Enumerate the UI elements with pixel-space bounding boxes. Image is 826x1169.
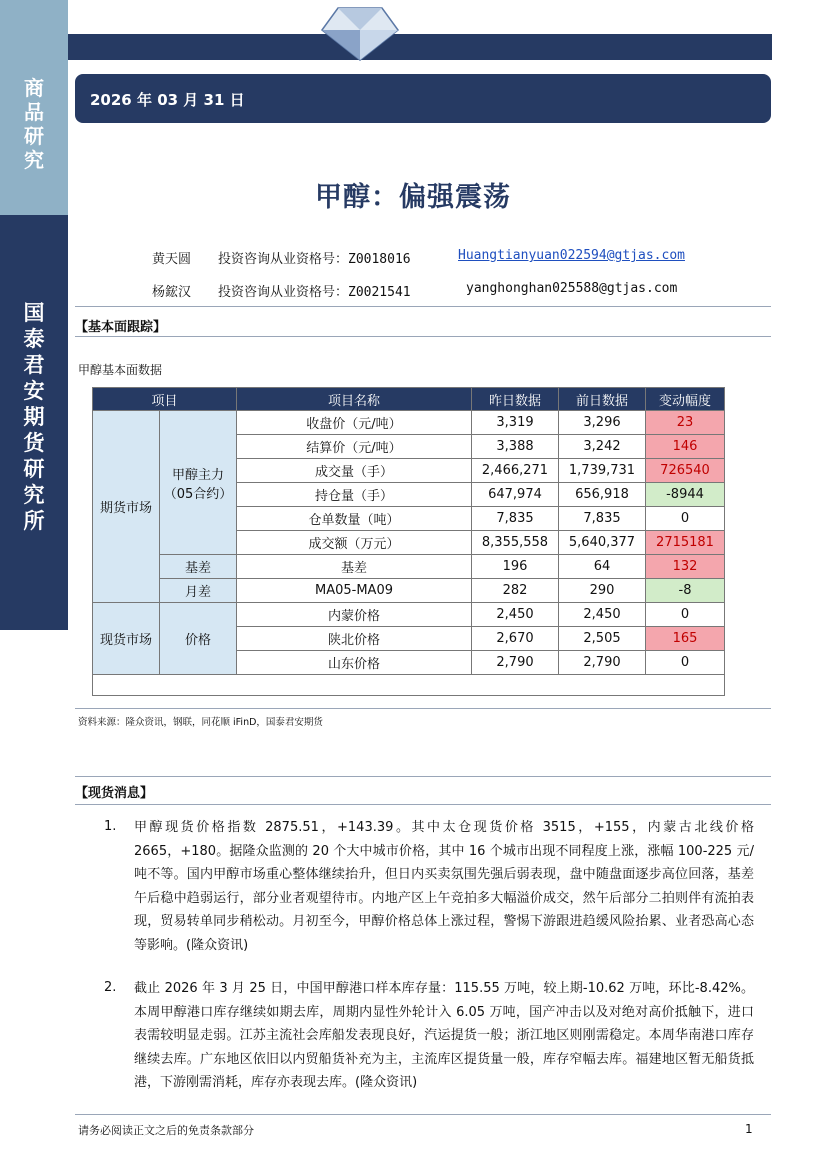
divider bbox=[75, 776, 771, 777]
subgroup-main-contract: 甲醇主力（05合约） bbox=[160, 411, 237, 555]
table-source-note: 资料来源：隆众资讯，钢联，同花顺 iFinD，国泰君安期货 bbox=[78, 717, 323, 728]
fundamentals-table bbox=[92, 387, 725, 696]
subgroup-price: 价格 bbox=[160, 603, 237, 675]
table-caption: 甲醇基本面数据 bbox=[78, 363, 163, 377]
row-yesterday: 282 bbox=[472, 579, 559, 603]
row-prev: 1,739,731 bbox=[559, 459, 646, 483]
row-change: -8944 bbox=[646, 483, 725, 507]
divider bbox=[75, 306, 771, 307]
row-prev: 2,505 bbox=[559, 627, 646, 651]
row-change: -8 bbox=[646, 579, 725, 603]
table-header-row bbox=[93, 388, 725, 411]
col-header-prev: 前日数据 bbox=[559, 388, 646, 411]
row-prev: 7,835 bbox=[559, 507, 646, 531]
row-yesterday: 2,450 bbox=[472, 603, 559, 627]
row-name: 陕北价格 bbox=[237, 627, 472, 651]
row-prev: 290 bbox=[559, 579, 646, 603]
row-prev: 3,242 bbox=[559, 435, 646, 459]
row-prev: 3,296 bbox=[559, 411, 646, 435]
row-change: 726540 bbox=[646, 459, 725, 483]
divider bbox=[75, 804, 771, 805]
row-prev: 5,640,377 bbox=[559, 531, 646, 555]
row-name: 内蒙价格 bbox=[237, 603, 472, 627]
divider bbox=[75, 336, 771, 337]
divider bbox=[75, 708, 771, 709]
row-name: 山东价格 bbox=[237, 651, 472, 675]
section-heading-fundamentals: 【基本面跟踪】 bbox=[75, 320, 167, 335]
subgroup-spread: 月差 bbox=[160, 579, 237, 603]
row-yesterday: 196 bbox=[472, 555, 559, 579]
header-banner bbox=[68, 34, 772, 60]
row-yesterday: 8,355,558 bbox=[472, 531, 559, 555]
sidebar-mid-label: 国 泰 君 安 期 货 研 究 所 bbox=[23, 301, 45, 533]
table-row bbox=[93, 579, 725, 603]
group-spot: 现货市场 bbox=[93, 603, 160, 675]
page-number: 1 bbox=[745, 1122, 753, 1136]
row-change: 2715181 bbox=[646, 531, 725, 555]
news-number-1: 1. bbox=[104, 819, 117, 834]
row-yesterday: 3,319 bbox=[472, 411, 559, 435]
author-email-link-1[interactable]: Huangtianyuan022594@gtjas.com bbox=[458, 248, 685, 263]
author-name-1: 黄天圆 bbox=[152, 252, 192, 267]
table-row bbox=[93, 603, 725, 627]
disclaimer-note: 请务必阅读正文之后的免责条款部分 bbox=[78, 1124, 254, 1137]
subgroup-basis: 基差 bbox=[160, 555, 237, 579]
row-yesterday: 647,974 bbox=[472, 483, 559, 507]
row-change: 146 bbox=[646, 435, 725, 459]
row-change: 0 bbox=[646, 651, 725, 675]
row-name: 成交量（手） bbox=[237, 459, 472, 483]
row-yesterday: 2,670 bbox=[472, 627, 559, 651]
row-yesterday: 2,466,271 bbox=[472, 459, 559, 483]
row-name: 收盘价（元/吨） bbox=[237, 411, 472, 435]
col-header-name: 项目名称 bbox=[237, 388, 472, 411]
diamond-logo-icon bbox=[318, 0, 402, 62]
news-paragraph-2: 截止 2026 年 3 月 25 日，中国甲醇港口样本库存量：115.55 万吨，较上期-10.62 万吨，环比-8.42%。本周甲醇港口库存继续如期去库，周期内显性外轮计入 6.05 万吨，国产冲击以及对绝对高价抵触下，进口表需较明显走弱。江苏主流社会库船发表现良好，汽运提货一般；浙江地区则刚需稳定。本周华南港口库存继续去库。广东地区依旧以内贸船货补充为主，主流库区提货量一般，库存窄幅去库。福建地区暂无船货抵港，下游刚需消耗，库存亦表现去库。(隆众资讯) bbox=[134, 981, 754, 1090]
table-blank-row bbox=[93, 675, 725, 696]
row-change: 165 bbox=[646, 627, 725, 651]
author-qual-2: 投资咨询从业资格号：Z0021541 bbox=[218, 285, 411, 300]
row-name: MA05-MA09 bbox=[237, 579, 472, 603]
footer-divider bbox=[75, 1114, 771, 1115]
row-name: 持仓量（手） bbox=[237, 483, 472, 507]
row-yesterday: 2,790 bbox=[472, 651, 559, 675]
report-date: 2026 年 03 月 31 日 bbox=[90, 91, 245, 109]
row-name: 基差 bbox=[237, 555, 472, 579]
row-yesterday: 3,388 bbox=[472, 435, 559, 459]
section-heading-spot-news: 【现货消息】 bbox=[75, 786, 154, 801]
row-change: 0 bbox=[646, 507, 725, 531]
row-change: 132 bbox=[646, 555, 725, 579]
table-row bbox=[93, 411, 725, 435]
news-paragraph-1: 甲醇现货价格指数 2875.51，+143.39。其中太仓现货价格 3515，+155，内蒙古北线价格 2665，+180。据隆众监测的 20 个大中城市价格，其中 16 个城市出现不同程度上涨，涨幅 100-225 元/吨不等。国内甲醇市场重心整体继续抬升，但日内买卖氛围先强后弱表现，盘中随盘面逐步高位回落，基差午后稳中趋弱运行，部分业者观望待市。内地产区上午竞拍多大幅溢价成交，然午后部分二拍则伴有流拍表现，贸易转单同步稍松动。月初至今，甲醇价格总体上涨过程，警惕下游跟进趋缓风险抬累、业者恐高心态等影响。(隆众资讯) bbox=[134, 820, 754, 953]
row-prev: 2,790 bbox=[559, 651, 646, 675]
row-prev: 656,918 bbox=[559, 483, 646, 507]
row-yesterday: 7,835 bbox=[472, 507, 559, 531]
author-email-2: yanghonghan025588@gtjas.com bbox=[466, 281, 678, 296]
sidebar-top-label: 商 品 研 究 bbox=[24, 76, 44, 172]
row-name: 仓单数量（吨） bbox=[237, 507, 472, 531]
row-change: 23 bbox=[646, 411, 725, 435]
row-name: 成交额（万元） bbox=[237, 531, 472, 555]
row-change: 0 bbox=[646, 603, 725, 627]
row-prev: 64 bbox=[559, 555, 646, 579]
author-name-2: 杨鋐汉 bbox=[152, 285, 192, 300]
report-title: 甲醇：偏强震荡 bbox=[315, 182, 511, 213]
group-futures: 期货市场 bbox=[93, 411, 160, 603]
news-number-2: 2. bbox=[104, 980, 117, 995]
col-header-change: 变动幅度 bbox=[646, 388, 725, 411]
author-qual-1: 投资咨询从业资格号：Z0018016 bbox=[218, 252, 411, 267]
col-header-yesterday: 昨日数据 bbox=[472, 388, 559, 411]
row-prev: 2,450 bbox=[559, 603, 646, 627]
table-row bbox=[93, 555, 725, 579]
col-header-item: 项目 bbox=[93, 388, 237, 411]
row-name: 结算价（元/吨） bbox=[237, 435, 472, 459]
